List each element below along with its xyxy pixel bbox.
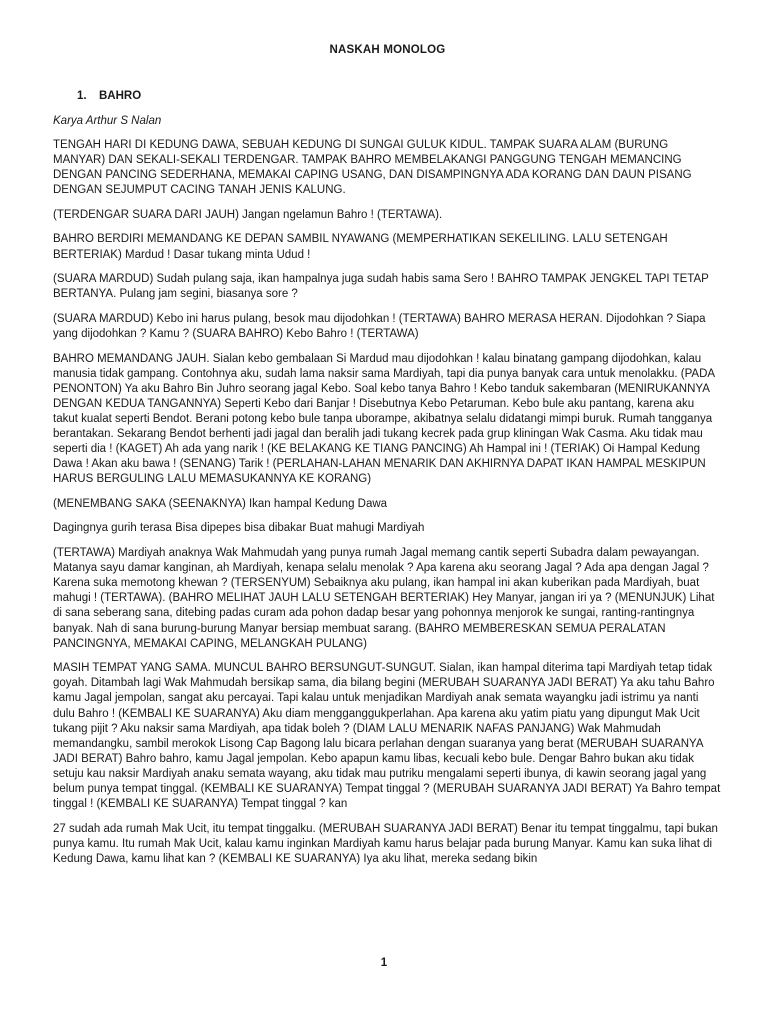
- section-number: 1.: [77, 90, 87, 102]
- paragraph-10: MASIH TEMPAT YANG SAMA. MUNCUL BAHRO BERSUNGUT-SUNGUT. Sialan, ikan hampal diterima tapi Mardiyah tetap tidak goyah. Ditambah lagi Wak Mahmudah bersikap sama, dia bilang begini (MERUBAH SUARANYA JADI BERAT) Ya aku tahu Bahro kamu Jagal jempolan, sangat aku percayai. Tapi kalau untuk menjadikan Mardiyah anak semata wayangku jadi istrimu ya nanti dulu Bahro ! (KEMBALI KE SUARANYA) Aku diam mengganggukperlahan. Apa karena aku yatim piatu yang dipungut Mak Ucit tukang pijit ? Aku naksir sama Mardiyah, apa tidak boleh ? (DIAM LALU MENARIK NAFAS PANJANG) Wak Mahmudah memandangku, sambil merokok Lisong Cap Bagong lalu bicara perlahan dengan suaranya yang berat (MERUBAH SUARANYA JADI BERAT) Bahro bahro, kamu Jagal jempolan. Kebo apapun kamu libas, kecuali kebo bule. Dengar Bahro bukan aku tidak setuju kau naksir Mardiyah anaku semata wayang, aku tidak mau putriku mengalami seperti ibunya, di kawin seorang jagal yang belum punya tempat tinggal. (KEMBALI KE SUARANYA) Tempat tinggal ? (MERUBAH SUARANYA JADI BERAT) Ya Bahro tempat tinggal ! (KEMBALI KE SUARANYA) Tempat tinggal ? kan: [53, 662, 721, 811]
- document-title: NASKAH MONOLOG: [329, 44, 446, 56]
- paragraph-9: (TERTAWA) Mardiyah anaknya Wak Mahmudah yang punya rumah Jagal memang cantik seperti Subadra dalam pewayangan. Matanya sayu damar kanginan, ah Mardiyah, kenapa selalu menolak ? Apa karena aku seorang Jagal ? Ada apa dengan Jagal ? Karena suka memotong khewan ? (TERSENYUM) Sebaiknya aku pulang, ikan hampal ini akan kuberikan pada Mardiyah, buat mahugi ! (TERTAWA). (BAHRO MELIHAT JAUH LALU SETENGAH BERTERIAK) Hey Manyar, jangan iri ya ? (MENUNJUK) Lihat di sana seberang sana, ditebing padas curam ada pohon dadap besar yang pohonnya menjorok ke sungai, ranting-rantingnya banyak. Nah di sana burung-burung Manyar bersiap membuat sarang. (BAHRO MEMBERESKAN SEMUA PERALATAN PANCINGNYA, MEMAKAI CAPING, MELANGKAH PULANG): [53, 547, 715, 650]
- paragraph-6: BAHRO MEMANDANG JAUH. Sialan kebo gembalaan Si Mardud mau dijodohkan ! kalau binatang gampang dijodohkan, kalau manusia tidak gampang. Contohnya aku, sudah lama naksir sama Mardiyah, tapi dia punya banyak cara untuk menolakku. (PADA PENONTON) Ya aku Bahro Bin Juhro seorang jagal Kebo. Soal kebo tanya Bahro ! Kebo tanduk sakembaran (MENIRUKANNYA DENGAN KEDUA TANGANNYA) Seperti Kebo dari Banjar ! Disebutnya Kebo Petaruman. Kebo bule aku pantang, karena aku takut kualat seperti Bendot. Berani potong kebo bule tanpa uborampe, akibatnya selalu didatangi mimpi buruk. Rumah tangganya berantakan. Sekarang Bendot berhenti jadi jagal dan beralih jadi tukang kecrek pada grup kliningan Wak Casma. Aku tidak mau seperti dia ! (KAGET) Ah ada yang narik ! (KE BELAKANG KE TIANG PANCING) Ah Hampal ini ! (TERIAK) Oi Hampal Kedung Dawa ! Akan aku bawa ! (SENANG) Tarik ! (PERLAHAN-LAHAN MENARIK DAN AKHIRNYA DAPAT IKAN HAMPAL MESKIPUN HARUS BERGULING LALU MEMASUKANNYA KE KORANG): [53, 352, 715, 486]
- paragraph-11: 27 sudah ada rumah Mak Ucit, itu tempat tinggalku. (MERUBAH SUARANYA JADI BERAT) Benar itu tempat tinggalmu, tapi bukan punya kamu. Itu rumah Mak Ucit, kalau kamu inginkan Mardiyah kamu harus belajar pada burung Manyar. Kamu kan suka lihat di Kedung Dawa, kamu lihat kan ? (KEMBALI KE SUARANYA) Iya aku lihat, mereka sedang bikin: [53, 822, 718, 865]
- page-number: 1: [380, 957, 388, 969]
- paragraph-7: (MENEMBANG SAKA (SEENAKNYA) Ikan hampal Kedung Dawa: [53, 497, 388, 510]
- paragraph-4: (SUARA MARDUD) Sudah pulang saja, ikan hampalnya juga sudah habis sama Sero ! BAHRO TAMPAK JENGKEL TAPI TETAP BERTANYA. Pulang jam segini, biasanya sore ?: [53, 273, 709, 301]
- paragraph-8: Dagingnya gurih terasa Bisa dipepes bisa dibakar Buat mahugi Mardiyah: [53, 522, 425, 535]
- section-title: BAHRO: [99, 90, 142, 102]
- paragraph-1: TENGAH HARI DI KEDUNG DAWA, SEBUAH KEDUNG DI SUNGAI GULUK KIDUL. TAMPAK SUARA ALAM (BURUNG MANYAR) DAN SEKALI-SEKALI TERDENGAR. TAMPAK BAHRO MEMBELAKANGI PANGGUNG TENGAH MEMANCING DENGAN PANCING SEDERHANA, MEMAKAI CAPING USANG, DAN DISAMPINGNYA ADA KORANG DAN DAUN PISANG DENGAN SEJUMPUT CACING TANAH JENIS KALUNG.: [53, 139, 692, 197]
- section-heading: [77, 90, 722, 102]
- paragraph-5: (SUARA MARDUD) Kebo ini harus pulang, besok mau dijodohkan ! (TERTAWA) BAHRO MERASA HERAN. Dijodohkan ? Siapa yang dijodohkan ? Kamu ? (SUARA BAHRO) Kebo Bahro ! (TERTAWA): [53, 312, 706, 340]
- author-line: Karya Arthur S Nalan: [53, 115, 162, 127]
- paragraph-2: (TERDENGAR SUARA DARI JAUH) Jangan ngelamun Bahro ! (TERTAWA).: [53, 208, 443, 221]
- paragraph-3: BAHRO BERDIRI MEMANDANG KE DEPAN SAMBIL NYAWANG (MEMPERHATIKAN SEKELILING. LALU SETENGAH BERTERIAK) Mardud ! Dasar tukang minta Udud !: [53, 233, 668, 261]
